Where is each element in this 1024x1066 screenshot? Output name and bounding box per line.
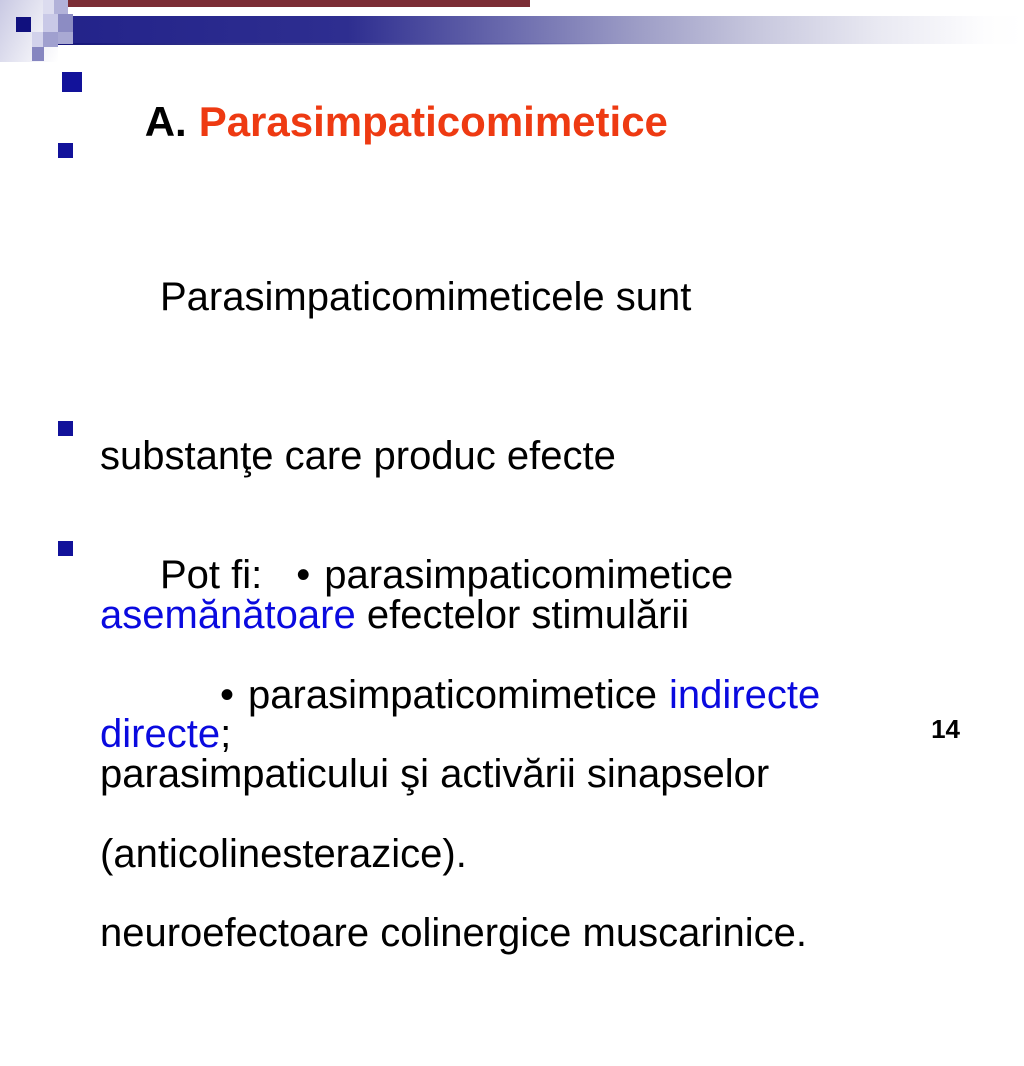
- paragraph-text: neuroefectoare colinergice muscarinice.: [100, 911, 808, 955]
- pixel-square-decoration: [43, 0, 54, 14]
- pixel-square-decoration: [43, 32, 58, 47]
- paragraph-text: (anticolinesterazice).: [100, 832, 467, 876]
- sub-bullet-dot: •: [296, 553, 311, 597]
- title-prefix: A.: [144, 98, 187, 145]
- paragraph-text: efectelor stimulării: [355, 593, 690, 637]
- bullet-item-indirect: [100, 510, 1000, 987]
- item-bullet-square: [58, 143, 73, 158]
- pixel-square-decoration: [16, 17, 31, 32]
- pixel-square-decoration: [54, 0, 68, 14]
- page-number: 14: [931, 714, 960, 744]
- pixel-square-decoration: [58, 32, 73, 44]
- paragraph-text: Parasimpaticomimeticele sunt: [160, 275, 692, 319]
- title-text: Parasimpaticomimetice: [198, 98, 668, 145]
- highlighted-word: asemănătoare: [100, 593, 356, 637]
- pixel-square-decoration: [43, 14, 58, 32]
- item-bullet-square: [58, 541, 73, 556]
- pixel-square-decoration: [32, 32, 43, 47]
- sub-bullet-dot: •: [220, 673, 235, 717]
- header-gradient-bar: [58, 16, 1024, 44]
- paragraph-text: parasimpaticomimetice: [248, 673, 658, 717]
- paragraph-line: [100, 271, 1000, 324]
- top-accent-bar: [30, 0, 530, 7]
- paragraph-text: ;: [220, 712, 232, 756]
- item-bullet-square: [58, 421, 73, 436]
- paragraph-line: [100, 828, 1000, 881]
- paragraph-text: parasimpaticului şi activării sinapselor: [100, 752, 770, 796]
- paragraph-text: parasimpaticomimetice: [324, 553, 734, 597]
- paragraph-line: [100, 669, 1000, 722]
- pixel-square-decoration: [58, 14, 73, 32]
- highlighted-word: indirecte: [669, 673, 821, 717]
- title-bullet-square: [62, 72, 82, 92]
- pixel-square-decoration: [32, 47, 44, 61]
- header-bar-bottom-edge: [58, 43, 618, 45]
- paragraph-text: Pot fi:: [160, 553, 263, 597]
- highlighted-word: directe: [100, 712, 221, 756]
- paragraph-text: substanţe care produc efecte: [100, 434, 616, 478]
